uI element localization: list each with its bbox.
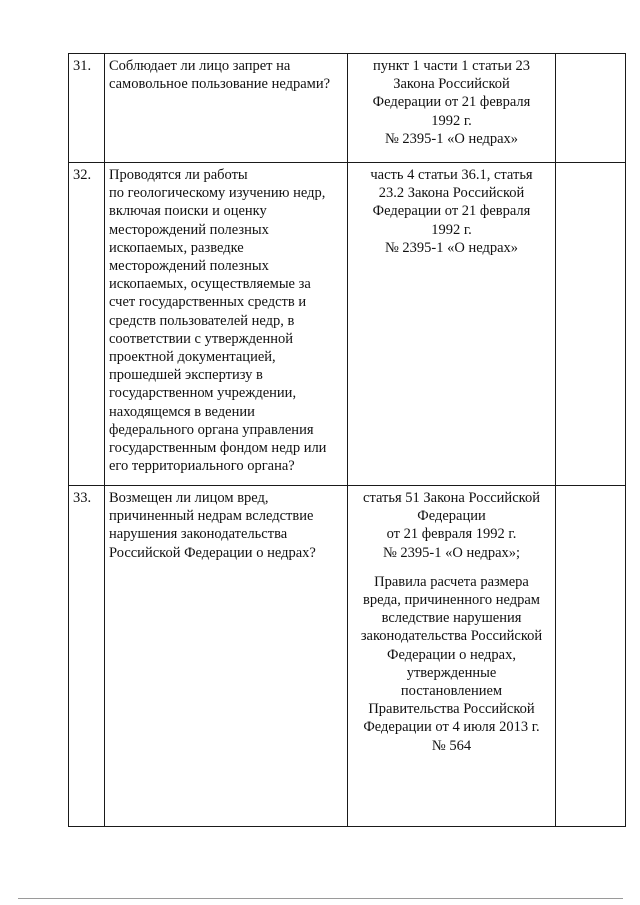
table-row xyxy=(69,163,626,486)
reference-line: вреда, причиненного недрам xyxy=(363,592,540,609)
reference-line: постановлением xyxy=(400,683,503,700)
question-line: соответствии с утвержденной xyxy=(109,330,294,347)
answer-cell xyxy=(556,486,626,827)
reference-line: часть 4 статьи 36.1, статья xyxy=(370,167,533,183)
question-line: нарушения законодательства xyxy=(109,526,288,543)
reference-line: от 21 февраля 1992 г. xyxy=(386,526,517,543)
reference-line: № 564 xyxy=(431,737,472,754)
question-line: его территориального органа? xyxy=(109,458,295,475)
question-line: самовольное пользование недрами? xyxy=(109,76,331,93)
legal-reference xyxy=(352,166,551,257)
reference-line: Федерации от 4 июля 2013 г. xyxy=(363,719,540,736)
question-line: счет государственных средств и xyxy=(109,294,307,311)
question-line: федерального органа управления xyxy=(109,421,314,438)
reference-line: Федерации xyxy=(417,508,486,525)
question-line: находящемся в ведении xyxy=(109,403,255,420)
question-line: государственным фондом недр или xyxy=(109,440,327,457)
question-line: государственном учреждении, xyxy=(109,385,297,402)
question-line: по геологическому изучению недр, xyxy=(109,185,326,202)
question-cell xyxy=(105,163,348,486)
legal-reference xyxy=(352,489,551,562)
legal-reference-cell xyxy=(348,54,556,163)
reference-line: Федерации от 21 февраля xyxy=(372,94,531,111)
reference-line: пункт 1 части 1 статьи 23 xyxy=(372,58,531,74)
reference-line: № 2395-1 «О недрах» xyxy=(384,130,519,147)
reference-line: вследствие нарушения xyxy=(381,610,522,627)
table-row xyxy=(69,54,626,163)
row-number: 32. xyxy=(69,163,105,486)
question-line: месторождений полезных xyxy=(109,221,269,238)
reference-line: № 2395-1 «О недрах» xyxy=(384,239,519,256)
reference-line: Федерации от 21 февраля xyxy=(372,203,531,220)
reference-line: Закона Российской xyxy=(393,76,510,93)
reference-line: Правила расчета размера xyxy=(374,573,529,590)
question-line: прошедшей экспертизу в xyxy=(109,367,263,384)
legal-reference xyxy=(352,57,551,148)
question-line: месторождений полезных xyxy=(109,258,269,275)
reference-line: Правительства Российской xyxy=(368,701,535,718)
reference-line: № 2395-1 «О недрах»; xyxy=(382,544,521,561)
page-bottom-edge xyxy=(18,898,623,899)
reference-line: законодательства Российской xyxy=(360,628,543,645)
question-line: причиненный недрам вследствие xyxy=(109,508,314,525)
question-line: Возмещен ли лицом вред, xyxy=(109,490,269,506)
question-line: Российской Федерации о недрах? xyxy=(109,544,316,561)
question-line: проектной документацией, xyxy=(109,349,276,366)
question-line: ископаемых, осуществляемые за xyxy=(109,276,311,293)
question-cell xyxy=(105,486,348,827)
checklist-table xyxy=(68,53,626,827)
question-line: включая поиски и оценку xyxy=(109,203,267,220)
row-number: 31. xyxy=(69,54,105,163)
legal-reference xyxy=(352,573,551,755)
question-line: Проводятся ли работы xyxy=(109,167,248,183)
question-cell xyxy=(105,54,348,163)
reference-line: 1992 г. xyxy=(431,112,472,129)
question-line: Соблюдает ли лицо запрет на xyxy=(109,58,291,74)
row-number: 33. xyxy=(69,486,105,827)
legal-reference-cell xyxy=(348,163,556,486)
question-line: ископаемых, разведке xyxy=(109,239,244,256)
table-row xyxy=(69,486,626,827)
reference-line: 1992 г. xyxy=(431,221,472,238)
reference-line: Федерации о недрах, xyxy=(387,646,516,663)
question-line: средств пользователей недр, в xyxy=(109,312,295,329)
reference-line: 23.2 Закона Российской xyxy=(378,185,525,202)
answer-cell xyxy=(556,163,626,486)
reference-line: утвержденные xyxy=(406,664,497,681)
reference-line: статья 51 Закона Российской xyxy=(363,490,540,506)
answer-cell xyxy=(556,54,626,163)
legal-reference-cell xyxy=(348,486,556,827)
